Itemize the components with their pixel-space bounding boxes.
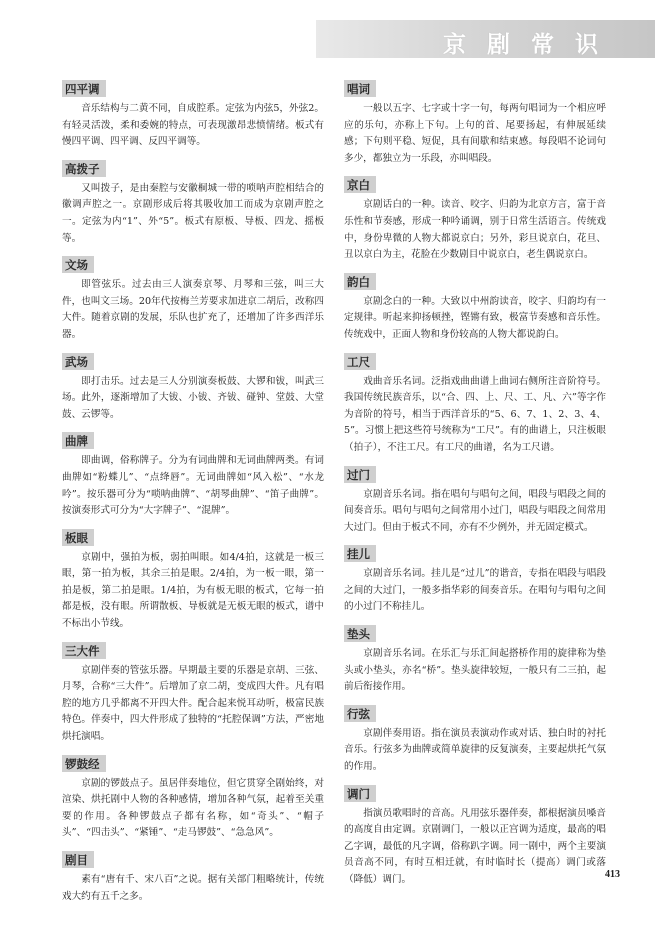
entry-body: 京剧伴奏用语。指在演员表演动作或对话、独白时的衬托音乐。行弦多为曲牌或简单旋律的反复演奏，主要起烘托气氛的作用。	[344, 727, 606, 773]
entry-term: 调门	[344, 785, 379, 802]
entry-body: 京剧中，强拍为板，弱拍叫眼。如4/4拍，这就是一板三眼，第一拍为板，其余三拍是眼。2/4拍，为一板一眼，第一拍是板，第二拍是眼。1/4拍，为有板无眼的板式，它每一拍都是板，没有眼。所谓散板、导板就是无板无眼的板式，谱中不标出小节线。	[62, 551, 324, 630]
entry-body: 即打击乐。过去是三人分别演奏板鼓、大锣和钹，叫武三场。此外，逐渐增加了大钹、小钹、齐钹、碰钟、堂鼓、大堂鼓、云锣等。	[62, 375, 324, 420]
page-number: 413	[605, 869, 620, 880]
entry-term: 过门	[344, 466, 379, 483]
entry-term: 工尺	[344, 353, 379, 370]
entry-term: 垫头	[344, 625, 379, 642]
entry	[344, 703, 606, 776]
entry	[62, 430, 324, 519]
running-header-title: 京剧常识	[443, 32, 619, 58]
entry-term: 曲牌	[62, 432, 97, 449]
entry	[344, 543, 606, 616]
entry-term: 三大件	[62, 642, 109, 659]
entry	[62, 254, 324, 343]
entry	[344, 271, 606, 344]
left-column	[62, 78, 324, 912]
entry-term: 唱词	[344, 80, 379, 97]
entry	[344, 464, 606, 537]
entry	[344, 351, 606, 457]
entry	[62, 351, 324, 424]
entry-body: 京剧伴奏的管弦乐器。早期最主要的乐器是京胡、三弦、月琴，合称“三大件”。后增加了京二胡，变成四大件。凡有唱腔的地方几乎都离不开四大件。配合起来悦耳动听，极富民族特色。伴奏中，四大件形成了独特的“托腔保调”方法，严密地烘托演唱。	[62, 664, 324, 743]
entry-term: 文场	[62, 256, 97, 273]
entry-body: 素有“唐有千、宋八百”之说。据有关部门粗略统计，传统戏大约有五千之多。	[62, 874, 324, 902]
entry-body: 音乐结构与二黄不同，自成腔系。定弦为内弦5，外弦2。有轻灵活泼，柔和委婉的特点，可表现激昂悲愤情绪。板式有慢四平调、四平调、反四平调等。	[62, 103, 324, 148]
entry-body: 即管弦乐。过去由三人演奏京琴、月琴和三弦，叫三大件，也叫文三场。20年代按梅兰芳要求加进京二胡后，改称四大件。随着京剧的发展，乐队也扩充了，还增加了许多西洋乐器。	[62, 279, 324, 340]
entry-body: 戏曲音乐名词。泛指戏曲曲谱上曲词右侧所注音阶符号。我国传统民族音乐，以“合、四、上、尺、工、凡、六”等字作为音阶的符号，相当于西洋音乐的“5、6、7、1、2、3、4、5”。习惯上把这些符号统称为“工尺”。有的曲谱上，只注板眼（拍子），不注工尺。有工尺的曲谱，名为工尺谱。	[344, 375, 606, 453]
entry	[62, 753, 324, 842]
entry	[62, 640, 324, 746]
entry-body: 京剧音乐名词。指在唱句与唱句之间，唱段与唱段之间的间奏音乐。唱句与唱句之间常用小过门，唱段与唱段之间常用大过门。但由于板式不同，亦有不少例外，并无固定模式。	[344, 488, 606, 533]
entry-term: 行弦	[344, 705, 379, 722]
entry-body: 京剧音乐名词。在乐汇与乐汇间起搭桥作用的旋律称为垫头或小垫头，亦名“桥”。垫头旋律较短，一般只有二三拍，起前后衔接作用。	[344, 648, 606, 693]
entry	[62, 849, 324, 905]
entry-term: 武场	[62, 353, 97, 370]
entry-term: 高拨子	[62, 160, 109, 177]
entry-term: 四平调	[62, 80, 109, 97]
entry-body: 指演员歌唱时的音高。凡用弦乐器伴奏，都根据演员嗓音的高度自由定调。京剧调门，一般以正宫调为适度，最高的唱乙字调，最低的凡字调，俗称趴字调。同一剧中，两个主要演员音高不同，有时互相迁就，有时临时长（提高）调门或落（降低）调门。	[344, 807, 606, 885]
entry-body: 京剧念白的一种。大致以中州韵读音，咬字、归韵均有一定规律。听起来抑扬顿挫，铿锵有致，极富节奏感和音乐性。传统戏中，正面人物和身份较高的人物大都说韵白。	[344, 295, 606, 340]
entry-term: 韵白	[344, 273, 379, 290]
entry-body: 即曲调，俗称牌子。分为有词曲牌和无词曲牌两类。有词曲牌如“粉蝶儿”、“点绛唇”。无词曲牌如“风入松”、“水龙吟”。按乐器可分为“唢呐曲牌”、“胡琴曲牌”、“笛子曲牌”。按演奏形式可分为“大字牌子”、“混牌”。	[62, 455, 324, 517]
entry	[344, 174, 606, 263]
entry-body: 京剧音乐名词。挂儿是“过儿”的谐音，专指在唱段与唱段之间的大过门，一般多指华彩的间奏音乐。在唱句与唱句之间的小过门不称挂儿。	[344, 568, 606, 613]
entry	[344, 623, 606, 696]
entry	[62, 78, 324, 151]
entry	[62, 527, 324, 633]
entry-body: 又叫拨子，是由秦腔与安徽桐城一带的唢呐声腔相结合的徽调声腔之一。京剧形成后将其吸收加工而成为京剧声腔之一。定弦为内“1”、外“5”。板式有原板、导板、四龙、摇板等。	[62, 182, 324, 244]
entry-body: 一般以五字、七字或十字一句，每两句唱词为一个相应呼应的乐句，亦称上下句。上句的首、尾要扬起，有伸展延续感；下句则平稳、短促，具有间歇和结束感。每段唱不论词句多少，都独立为一乐段，亦叫唱段。	[344, 103, 606, 164]
entry	[344, 783, 606, 889]
entry-term: 剧目	[62, 851, 97, 868]
entry-body: 京剧的锣鼓点子。虽居伴奏地位，但它贯穿全剧始终，对渲染、烘托剧中人物的各种感情，增加各种气氛，起着至关重要的作用。各种锣鼓点子都有名称，如“奇头”、“帽子头”、“四击头”、“紧锤”、“走马锣鼓”、“急急风”。	[62, 777, 324, 839]
right-column	[344, 78, 606, 896]
entry-body: 京剧话白的一种。读音、咬字、归韵为北京方言，富于音乐性和节奏感，形成一种吟诵调，别于日常生活语言。传统戏中，身份卑微的人物大都说京白；另外，彩旦说京白，花旦、丑以京白为主，花脸在少数剧目中说京白，老生偶说京白。	[344, 199, 606, 261]
entry	[62, 158, 324, 247]
entry-term: 挂儿	[344, 545, 379, 562]
entry-term: 京白	[344, 176, 379, 193]
entry-term: 板眼	[62, 529, 97, 546]
entry	[344, 78, 606, 167]
entry-term: 锣鼓经	[62, 755, 109, 772]
